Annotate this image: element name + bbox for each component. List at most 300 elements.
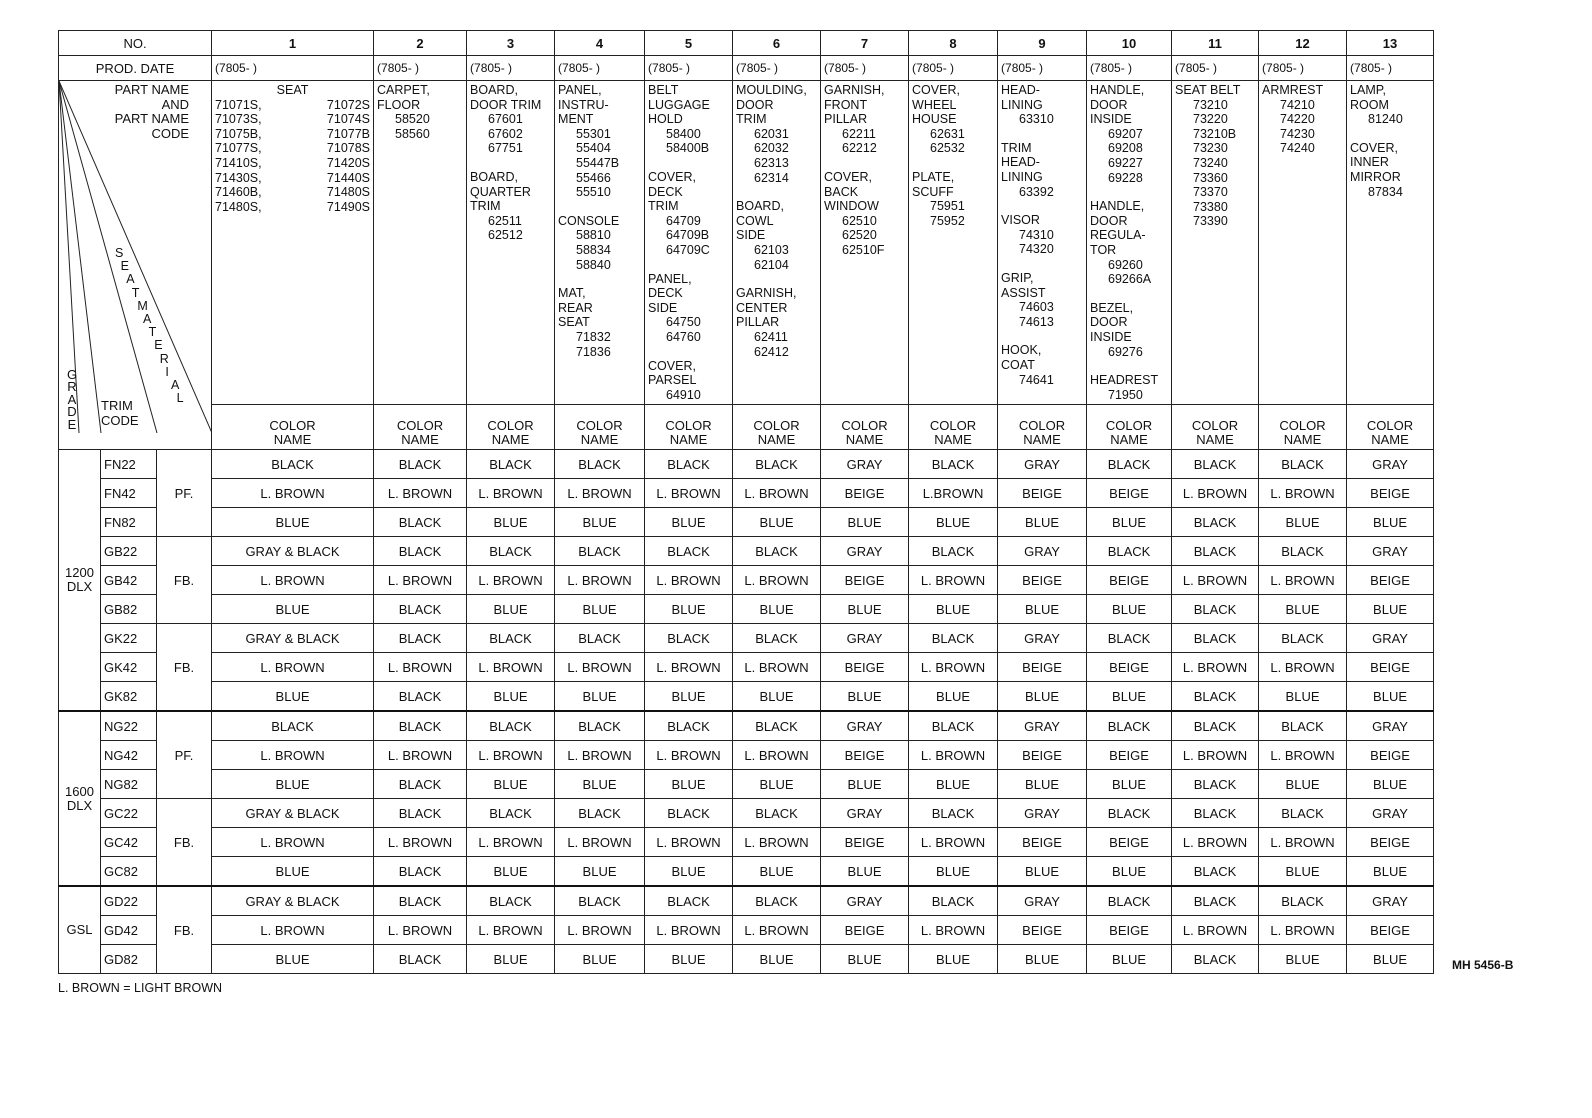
color-cell: L. BROWN <box>212 916 374 945</box>
color-name-label: COLOR NAME <box>374 405 467 450</box>
trim-row <box>59 595 1434 624</box>
color-cell: BLUE <box>1087 595 1172 624</box>
color-cell: BLUE <box>998 508 1087 537</box>
color-cell: BEIGE <box>1087 479 1172 508</box>
part-names-cell <box>1259 81 1347 405</box>
color-cell: BLACK <box>645 537 733 566</box>
part-code: 71077B <box>326 126 371 141</box>
color-cell: BLUE <box>1347 595 1434 624</box>
header-prod-date-row <box>59 56 1434 81</box>
part-code: 71074S <box>326 112 371 127</box>
part-code: 71460B, <box>215 185 262 200</box>
trim-row <box>59 624 1434 653</box>
color-cell: BLUE <box>467 770 555 799</box>
color-cell: BLACK <box>1087 711 1172 741</box>
color-cell: BEIGE <box>821 916 909 945</box>
color-cell: BLUE <box>467 857 555 887</box>
color-cell: L. BROWN <box>1259 916 1347 945</box>
color-cell: L. BROWN <box>1259 479 1347 508</box>
color-cell: BEIGE <box>1347 566 1434 595</box>
part-code: 71480S <box>326 185 371 200</box>
color-cell: BLUE <box>909 945 998 974</box>
part-code: 71077S, <box>215 141 262 156</box>
part-names-cell <box>374 81 467 405</box>
color-cell: BLUE <box>821 595 909 624</box>
part-group <box>470 170 551 243</box>
prod-date-value: (7805- ) <box>1347 56 1434 81</box>
color-cell: GRAY & BLACK <box>212 537 374 566</box>
color-cell: BLUE <box>645 770 733 799</box>
color-cell: L.BROWN <box>909 479 998 508</box>
color-cell: L. BROWN <box>374 566 467 595</box>
color-cell: L. BROWN <box>1172 741 1259 770</box>
part-name: SEAT BELT <box>1175 83 1241 97</box>
color-cell: BLUE <box>909 682 998 712</box>
part-code: 73390 <box>1193 214 1228 229</box>
no-label: NO. <box>59 31 212 56</box>
prod-date-value: (7805- ) <box>645 56 733 81</box>
column-number: 2 <box>374 31 467 56</box>
color-cell: GRAY <box>821 711 909 741</box>
color-cell: L. BROWN <box>733 916 821 945</box>
part-name: HEADREST <box>1090 373 1159 388</box>
color-cell: BLUE <box>733 595 821 624</box>
color-cell: L. BROWN <box>645 566 733 595</box>
color-cell: BEIGE <box>1347 916 1434 945</box>
part-group <box>1001 141 1083 199</box>
color-cell: L. BROWN <box>374 479 467 508</box>
part-code: 74613 <box>1019 314 1054 329</box>
color-cell: BLUE <box>909 508 998 537</box>
part-code: 73210B <box>1193 126 1237 141</box>
part-code: 58840 <box>576 257 611 272</box>
color-cell: L. BROWN <box>733 479 821 508</box>
color-cell: BLUE <box>1259 595 1347 624</box>
part-name: CONSOLE <box>558 213 620 228</box>
part-name: PLATE, SCUFF <box>912 169 955 199</box>
part-code: 64709 <box>666 213 701 228</box>
column-number: 6 <box>733 31 821 56</box>
color-cell: L. BROWN <box>467 741 555 770</box>
color-cell: BLUE <box>998 770 1087 799</box>
color-cell: BEIGE <box>1347 741 1434 770</box>
part-code: 62411 <box>754 329 788 344</box>
color-cell: GRAY <box>1347 537 1434 566</box>
color-cell: BLACK <box>1172 508 1259 537</box>
trim-row <box>59 450 1434 479</box>
color-cell: GRAY <box>821 886 909 916</box>
color-cell: BLUE <box>555 595 645 624</box>
part-group <box>912 83 994 156</box>
color-cell: L. BROWN <box>1172 828 1259 857</box>
part-group <box>1090 301 1168 359</box>
color-cell: BEIGE <box>998 653 1087 682</box>
trim-row <box>59 682 1434 712</box>
part-code: 62104 <box>754 257 789 272</box>
color-cell: L. BROWN <box>374 916 467 945</box>
color-cell: BLACK <box>467 624 555 653</box>
part-code: 71490S <box>326 199 371 214</box>
color-cell: BLACK <box>1172 682 1259 712</box>
seat-material: FB. <box>157 886 212 974</box>
prod-date-value: (7805- ) <box>821 56 909 81</box>
part-group <box>1001 343 1083 387</box>
color-cell: GRAY <box>1347 624 1434 653</box>
part-code: 73230 <box>1193 141 1228 156</box>
color-cell: BLUE <box>212 508 374 537</box>
part-code: 71832 <box>576 329 611 344</box>
color-cell: BEIGE <box>1087 653 1172 682</box>
color-cell: L. BROWN <box>374 741 467 770</box>
color-cell: BLACK <box>1087 886 1172 916</box>
color-cell: BLACK <box>1172 799 1259 828</box>
color-name-label: COLOR NAME <box>1347 405 1434 450</box>
color-cell: BEIGE <box>998 916 1087 945</box>
color-cell: BLUE <box>1347 857 1434 887</box>
part-group <box>736 286 817 359</box>
trim-code: GB22 <box>101 537 157 566</box>
trim-row <box>59 537 1434 566</box>
color-cell: BLACK <box>1087 537 1172 566</box>
color-cell: BLUE <box>998 682 1087 712</box>
color-cell: GRAY <box>1347 799 1434 828</box>
color-cell: L. BROWN <box>555 741 645 770</box>
color-name-label: COLOR NAME <box>212 405 374 450</box>
header-number-row <box>59 31 1434 56</box>
part-code: 62314 <box>754 170 789 185</box>
color-cell: L. BROWN <box>212 566 374 595</box>
part-group <box>558 214 641 272</box>
part-group <box>648 170 729 258</box>
color-cell: BLUE <box>555 945 645 974</box>
part-name: COVER, WHEEL HOUSE <box>912 83 960 127</box>
color-cell: BEIGE <box>821 566 909 595</box>
color-cell: BEIGE <box>1087 916 1172 945</box>
color-cell: BLUE <box>467 682 555 712</box>
color-cell: BLUE <box>212 595 374 624</box>
color-cell: BLACK <box>374 595 467 624</box>
part-code: 71071S, <box>215 97 262 112</box>
color-cell: BLACK <box>1172 857 1259 887</box>
trim-row <box>59 711 1434 741</box>
part-name: MAT, REAR SEAT <box>558 286 593 330</box>
color-cell: L. BROWN <box>555 653 645 682</box>
color-cell: GRAY <box>998 799 1087 828</box>
part-code: 67601 <box>488 112 523 127</box>
part-code: 69276 <box>1108 344 1143 359</box>
part-code: 69207 <box>1108 126 1143 141</box>
color-cell: L. BROWN <box>1172 653 1259 682</box>
color-cell: BEIGE <box>821 741 909 770</box>
color-cell: BEIGE <box>998 566 1087 595</box>
color-cell: BLACK <box>467 799 555 828</box>
column-number: 8 <box>909 31 998 56</box>
prod-date-value: (7805- ) <box>374 56 467 81</box>
color-cell: GRAY & BLACK <box>212 624 374 653</box>
header-parts-row <box>59 81 1434 405</box>
trim-code: NG22 <box>101 711 157 741</box>
part-names-cell <box>1172 81 1259 405</box>
column-number: 10 <box>1087 31 1172 56</box>
color-cell: BLUE <box>821 508 909 537</box>
color-cell: BLUE <box>555 682 645 712</box>
seat-material: FB. <box>157 799 212 887</box>
header-color-row <box>59 405 1434 450</box>
color-cell: L. BROWN <box>645 479 733 508</box>
part-name: VISOR <box>1001 213 1040 228</box>
part-group <box>736 199 817 272</box>
color-cell: BLUE <box>1347 770 1434 799</box>
prod-date-value: (7805- ) <box>1087 56 1172 81</box>
color-cell: L. BROWN <box>467 566 555 595</box>
color-cell: BLUE <box>1259 857 1347 887</box>
color-cell: BLACK <box>909 624 998 653</box>
color-cell: BLUE <box>467 595 555 624</box>
color-cell: GRAY <box>998 886 1087 916</box>
trim-code: GC42 <box>101 828 157 857</box>
color-cell: L. BROWN <box>733 828 821 857</box>
color-cell: BLACK <box>374 886 467 916</box>
part-code: 64760 <box>666 329 701 344</box>
column-number: 9 <box>998 31 1087 56</box>
part-code: 58834 <box>576 242 611 257</box>
part-code: 64709C <box>666 242 710 257</box>
color-cell: BLUE <box>998 857 1087 887</box>
part-group <box>1090 83 1168 185</box>
trim-code: GD22 <box>101 886 157 916</box>
color-cell: GRAY <box>1347 886 1434 916</box>
part-group <box>1090 199 1168 287</box>
part-name: LAMP, ROOM <box>1350 83 1389 112</box>
trim-code: FN42 <box>101 479 157 508</box>
part-code: 74310 <box>1019 227 1054 242</box>
color-cell: BEIGE <box>998 479 1087 508</box>
trim-code: GK82 <box>101 682 157 712</box>
color-cell: BEIGE <box>821 653 909 682</box>
color-name-label: COLOR NAME <box>467 405 555 450</box>
trim-code: GB82 <box>101 595 157 624</box>
color-cell: BLUE <box>1347 682 1434 712</box>
color-cell: L. BROWN <box>909 653 998 682</box>
color-cell: BLACK <box>1259 537 1347 566</box>
part-code: 73240 <box>1193 155 1228 170</box>
color-cell: L. BROWN <box>1172 479 1259 508</box>
part-name: HOOK, COAT <box>1001 343 1042 372</box>
color-cell: L. BROWN <box>1259 828 1347 857</box>
part-name: COVER, PARSEL <box>648 358 697 388</box>
part-code: 64750 <box>666 315 701 330</box>
header-diagram-cell <box>59 81 212 450</box>
part-name: HEAD- LINING <box>1001 83 1043 112</box>
color-cell: GRAY <box>998 537 1087 566</box>
color-cell: BLACK <box>212 450 374 479</box>
grade-cell: 1600 DLX <box>59 711 101 886</box>
color-name-label: COLOR NAME <box>1087 405 1172 450</box>
color-cell: BLUE <box>645 508 733 537</box>
color-cell: BLUE <box>645 595 733 624</box>
part-name: BEZEL, DOOR INSIDE <box>1090 300 1134 344</box>
color-cell: GRAY <box>821 537 909 566</box>
part-group <box>215 83 370 214</box>
color-cell: BLACK <box>909 799 998 828</box>
part-names-cell <box>212 81 374 405</box>
color-cell: GRAY <box>821 624 909 653</box>
color-cell: BLACK <box>555 450 645 479</box>
part-code: 69260 <box>1108 257 1143 272</box>
part-code: 58520 <box>395 112 430 127</box>
color-cell: GRAY <box>998 624 1087 653</box>
color-cell: L. BROWN <box>212 479 374 508</box>
color-name-label: COLOR NAME <box>998 405 1087 450</box>
color-cell: L. BROWN <box>467 828 555 857</box>
seat-material: FB. <box>157 624 212 712</box>
part-group <box>470 83 551 156</box>
color-cell: BLACK <box>733 799 821 828</box>
color-cell: BLUE <box>1087 857 1172 887</box>
color-cell: L. BROWN <box>212 653 374 682</box>
part-code: 62631 <box>930 126 965 141</box>
part-code: 55301 <box>576 126 611 141</box>
trim-row <box>59 886 1434 916</box>
trim-row <box>59 799 1434 828</box>
color-name-label: COLOR NAME <box>1259 405 1347 450</box>
color-cell: BLUE <box>212 682 374 712</box>
seat-material: FB. <box>157 537 212 624</box>
reference-code: MH 5456-B <box>1452 958 1514 972</box>
part-code: 69208 <box>1108 141 1143 156</box>
part-code: 81240 <box>1368 112 1403 127</box>
part-code: 74210 <box>1280 97 1315 112</box>
color-cell: BLACK <box>467 886 555 916</box>
part-code: 62103 <box>754 242 789 257</box>
trim-row <box>59 828 1434 857</box>
color-cell: GRAY & BLACK <box>212 886 374 916</box>
color-cell: BLUE <box>909 857 998 887</box>
color-cell: BLACK <box>374 770 467 799</box>
part-group <box>558 83 641 200</box>
part-code: 55466 <box>576 170 611 185</box>
color-cell: BLACK <box>555 711 645 741</box>
color-cell: BLACK <box>909 450 998 479</box>
color-cell: BLACK <box>555 886 645 916</box>
trim-row <box>59 770 1434 799</box>
part-code-list <box>215 98 370 215</box>
color-cell: BLUE <box>909 770 998 799</box>
part-code: 58810 <box>576 228 611 243</box>
color-cell: BLUE <box>733 508 821 537</box>
part-code: 55447B <box>576 155 620 170</box>
color-cell: BLACK <box>1087 799 1172 828</box>
color-cell: BLACK <box>555 799 645 828</box>
part-group <box>558 286 641 359</box>
part-code: 71430S, <box>215 170 262 185</box>
color-cell: BLUE <box>555 508 645 537</box>
part-code: 62212 <box>842 141 877 156</box>
part-group <box>1001 271 1083 329</box>
part-names-cell <box>1347 81 1434 405</box>
part-name: GARNISH, FRONT PILLAR <box>824 83 885 127</box>
color-cell: BEIGE <box>821 828 909 857</box>
part-name: GARNISH, CENTER PILLAR <box>736 286 797 330</box>
color-cell: GRAY <box>998 711 1087 741</box>
color-cell: BLACK <box>733 450 821 479</box>
color-cell: BLACK <box>1087 624 1172 653</box>
color-cell: BLUE <box>1259 770 1347 799</box>
color-cell: BLACK <box>733 886 821 916</box>
trim-code: GB42 <box>101 566 157 595</box>
color-cell: BEIGE <box>998 741 1087 770</box>
part-code: 64910 <box>666 387 701 402</box>
color-name-label: COLOR NAME <box>645 405 733 450</box>
color-cell: BLACK <box>1172 595 1259 624</box>
part-code: 71072S <box>326 97 371 112</box>
part-name: ARMREST <box>1262 83 1324 97</box>
part-code: 62512 <box>488 228 523 243</box>
part-name: PANEL, DECK SIDE <box>648 271 692 315</box>
part-code: 58560 <box>395 126 430 141</box>
color-cell: BLACK <box>909 537 998 566</box>
prod-date-value: (7805- ) <box>1172 56 1259 81</box>
color-cell: BEIGE <box>1087 828 1172 857</box>
color-cell: L. BROWN <box>645 828 733 857</box>
part-code: 58400B <box>666 141 710 156</box>
trim-code: NG42 <box>101 741 157 770</box>
color-cell: GRAY <box>821 799 909 828</box>
color-cell: BLACK <box>467 537 555 566</box>
color-cell: BLUE <box>1087 682 1172 712</box>
color-cell: BLUE <box>555 857 645 887</box>
color-cell: BLACK <box>212 711 374 741</box>
trim-code: GD82 <box>101 945 157 974</box>
color-cell: BLUE <box>645 682 733 712</box>
trim-row <box>59 741 1434 770</box>
color-cell: BLACK <box>1259 886 1347 916</box>
part-code: 75951 <box>930 199 965 214</box>
color-cell: L. BROWN <box>733 653 821 682</box>
color-cell: BLUE <box>1087 770 1172 799</box>
color-cell: GRAY <box>1347 450 1434 479</box>
column-number: 13 <box>1347 31 1434 56</box>
color-cell: BLUE <box>645 857 733 887</box>
color-cell: BLACK <box>733 537 821 566</box>
part-name-label: PART NAME AND PART NAME CODE <box>114 82 190 141</box>
color-cell: BLACK <box>374 624 467 653</box>
color-cell: BLACK <box>1172 537 1259 566</box>
color-cell: BLACK <box>374 799 467 828</box>
color-cell: BLACK <box>1172 770 1259 799</box>
part-name: PANEL, INSTRU- MENT <box>558 83 609 127</box>
color-cell: BLACK <box>1172 711 1259 741</box>
part-name: BELT LUGGAGE HOLD <box>648 83 710 127</box>
trim-code: GC22 <box>101 799 157 828</box>
color-cell: L. BROWN <box>555 916 645 945</box>
color-cell: L. BROWN <box>212 828 374 857</box>
color-cell: L. BROWN <box>1259 566 1347 595</box>
color-cell: BLUE <box>998 595 1087 624</box>
color-cell: BLUE <box>733 682 821 712</box>
color-cell: BLACK <box>374 450 467 479</box>
prod-date-value: (7805- ) <box>467 56 555 81</box>
part-code: 74320 <box>1019 242 1054 257</box>
color-cell: BLUE <box>909 595 998 624</box>
part-name: COVER, INNER MIRROR <box>1350 140 1401 184</box>
part-code: 69266A <box>1108 272 1152 287</box>
part-name: SEAT <box>276 83 309 97</box>
color-cell: L. BROWN <box>1259 741 1347 770</box>
color-cell: BLACK <box>1259 624 1347 653</box>
part-code: 62412 <box>754 344 789 359</box>
prod-date-value: (7805- ) <box>998 56 1087 81</box>
